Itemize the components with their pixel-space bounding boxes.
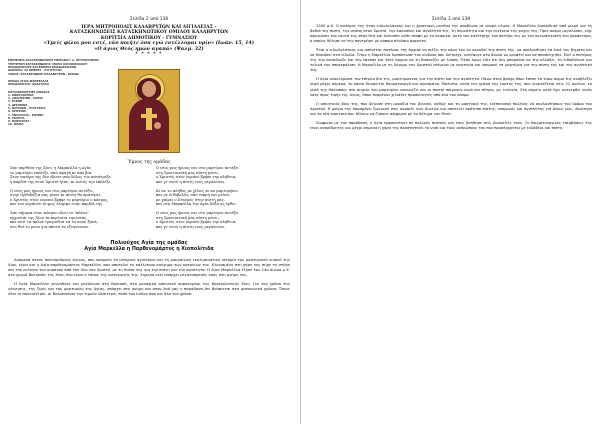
hymn-line: Ο νέος μας ήρωας ναι στο μαρτύριο αντέξει xyxy=(156,211,239,216)
header-line-3: ΚΟΡΙΤΣΙΑ ΔΗΜΟΤΙΚΟΥ - ΓΥΜΝΑΣΙΟΥ xyxy=(100,35,198,41)
hymn-stanza xyxy=(10,211,140,229)
hymn-line: Σαν παρθένα της Χίου, η Μαρκέλλα η Αγία, xyxy=(10,166,92,171)
header-quote-1: «Υμείς φίλοι μου εστέ, εάν ποιήτε όσα εγώ εντέλλομαι υμίν» (Ιωάν. 15, 14) xyxy=(43,40,255,47)
hymn-line: ο Χριστός στον ουρανό βρήκε την αλήθεια, xyxy=(156,175,237,180)
header-stars: * * * * * xyxy=(135,52,163,58)
hymn-line: και με λιθοβολίες σαν νεκρή ναι μείνει, xyxy=(156,193,231,198)
hymn-line: και γι' αυτό η πίστη τους μεγαλώνει. xyxy=(156,224,226,229)
cross-bar xyxy=(141,114,157,118)
info-line: ΟΜΑΔΑ ΑΓΙΑΣ ΜΑΡΚΕΛΛΑΣ xyxy=(8,79,49,83)
hymn-title: Ύμνος της ομάδας xyxy=(127,160,171,166)
info-line: 2. ΑΙΚΑΤΕΡΙΝΗ - ΜΑΡΙΑ xyxy=(8,97,43,101)
section-title xyxy=(4,240,294,252)
hymn-line: και του ουρανού το φως έλαμψε στην καρδιά της. xyxy=(10,202,104,207)
hymn-line: έρχονται της Χίου τα κορίτσια τιμώντας, xyxy=(10,215,88,220)
info-line: ΟΜΑΔΑΡΧΙΣΣΕΣ ΚΑΙ ΒΟΗΘΟΙ ΟΜΑΔΑΡΧΙΣΣΩΝ xyxy=(8,66,77,70)
info-line: 1. ΚΩΝΣΤΑΝΤΙΝΑ xyxy=(8,93,34,97)
hymn-line: στην Ορθοδοξία μας μένει κι πίστη θα κρατήσει, xyxy=(10,193,102,198)
hymn-line: Στον πατέρα της δεν έδωσε σαν δόλος τον κατάτρεξε, xyxy=(10,175,112,180)
hymn-line: και γι' αυτό η πίστη τους μεγαλώνει. xyxy=(156,179,226,184)
header-line-2: ΚΑΤΑΣΚΗΝΩΣΕΙΣ ΚΑΤΑΣΚΗΝΩΤΙΚΟΥ ΟΜΙΛΟΥ ΚΑΛΑΒΡΥΤΩΝ xyxy=(69,30,229,36)
info-line: 6. ΧΡΙΣΤΙΝΑ xyxy=(8,110,26,114)
hymn-stanza xyxy=(156,189,286,207)
cross-icon xyxy=(146,108,152,130)
verses-left-column xyxy=(10,166,140,234)
paragraph: Ανάμεσα στους πολυάριθμους Αγίους, που κοσμούν το ιστορικό αγιολόγιο και τη μακραίωνη εκκλησιαστική ιστορία του μαρτυρικού νησιού της Χίου, είναι και η Αγία παρθενομάρτυς Μαρκέλλα, που αποτελεί το καλλίτερο καύχημα των κατοίκων της. Κλονισμένη στη χάρη της πήρε τη στέψη και την ευλογία του ουρανού από τον ίδιο τον Χριστό, με τη θυσία της για την πίστη και την αγνότητα. Η Αγία Μαρκέλλα έζησε τον 14ο αιώνα μ.Χ. στο χωριό Βολισσός της Χίου, που είναι ο τόπος της καταγωγής της. Σήμερα εκεί υπάρχει μεγαλοπρεπής ναός στη μνήμη της. xyxy=(8,257,290,278)
info-line: ΤΟΠΟΣ: ΚΑΤΑΣΚΗΝΩΣΗ ΚΑΛΑΒΡΥΤΩΝ - ΟΜΑΔΑ xyxy=(8,72,80,76)
info-line: 3. ΕΛΕΝΗ xyxy=(8,100,23,104)
paragraph: Ο ασκητικός βίος της, που διήνυσε στη μοναξιά του βουνού, καθώς και το μαρτύριό της, ενέπνευσαν πολλούς να ακολουθήσουν τον δρόμο του Χριστού. Η μνήμη της παραμένει ζωντανή στις καρδιές των Χιωτών και αποτελεί πρότυπο πίστης, υπομονής και αγνότητας για όλους μας, ιδιαίτερα για τα νέα κορίτσια που θέλουν να ζήσουν σύμφωνα με το θέλημα του Θεού. xyxy=(310,101,592,116)
hymn-line: και αντί τα παλιά τραγούδια να τα πουν ξανά, xyxy=(10,220,98,225)
hymn-line: Κι αν το πλήθος με χίλιες κι αν μαρτυρήσει xyxy=(156,188,238,193)
hymn-stanza xyxy=(10,189,140,207)
section-subheading: Αγία Μαρκέλλα η Παρθενομάρτυς η Χιοπολίτιδα xyxy=(84,246,214,252)
hymn-line: η καρδιά της στον Χριστό ήταν, κι Αυτός την επέλεξε. xyxy=(10,179,112,184)
paragraph: Η Αγία Μαρκέλλα γεννήθηκε και μεγάλωσε στη Βολισσό, στο μοναχικό ασκητικό κεφαλοχώρι της βορειοδυτικής Χίου. Για τον χρόνο της γέννησης, της ζωής και του μαρτυρίου της Αγίας, υπάρχει στη μνήμη και στον λαό μας η παράδοση ότι βρίσκεται στα μεσαιωνικά χρόνια. Όπως λένε οι παλαιότεροι, οι Βολισσιανοί την τιμούν ιδιαίτερα, τόσο τον Ιούλιο όσο και όλο τον χρόνο. xyxy=(8,282,290,297)
left-prose xyxy=(4,258,294,298)
hymn-verses xyxy=(4,166,294,232)
info-line: ΥΠΕΥΘΥΝΗ ΚΑΤΑΣΚΗΝΩΣΗΣ: ΜΑΡΙΑ ΚΑΡΑΝΙΚΟΛΑΟΥ xyxy=(8,62,88,66)
info-line: ΔΙΑΡΚΕΙΑ: 10 ΗΜΕΡΕΣ - ΑΥΓΟΥΣΤΟΣ xyxy=(8,69,62,73)
left-page xyxy=(4,4,294,420)
paragraph: Σύμφωνα με την παράδοση, η Αγία εμφανίστηκε σε πολλούς πιστούς και τους βοήθησε στις δυσκολίες τους. Οι θαυματουργικές επεμβάσεις της είναι αναρίθμητες και μέχρι σήμερα η χάρη της προστατεύει το νησί και τους ανθρώπους του που προσέρχονται με ευλάβεια και πίστη. xyxy=(310,120,592,130)
page-number: Σελίδα 2 από 138 xyxy=(129,16,169,21)
hymn-line: ο Χριστός στον ουρανό βρήκε την αλήθεια, xyxy=(156,220,237,225)
hymn-line: στη Χριστιανική μας πίστη μένει, xyxy=(156,170,220,175)
hymn-stanza xyxy=(156,166,286,184)
page-divider xyxy=(300,0,301,424)
hymn-line: το μαρτύριο επέλεξε, από σφαγή κι από βία. xyxy=(10,170,93,175)
header-line-1: ΙΕΡΑ ΜΗΤΡΟΠΟΛΙΣ ΚΑΛΑΒΡΥΤΩΝ ΚΑΙ ΑΙΓΙΑΛΕΙΑΣ – xyxy=(81,25,217,30)
page-number: Σελίδα 3 από 138 xyxy=(431,16,471,21)
camp-info-list xyxy=(8,59,104,126)
info-line: 7. ΑΝΑΣΤΑΣΙΑ - ΕΙΡΗΝΗ xyxy=(8,113,44,117)
hymn-line: ο Χριστός στον ουρανό βρήκε το μαρτύριο ο κόσμος, xyxy=(10,197,109,202)
right-prose xyxy=(306,24,596,131)
saint-icon xyxy=(118,69,180,153)
header-quote-2: «Ο άγιος Θεός ημών αγαπά» (Ψαλμ. 32) xyxy=(94,45,204,52)
hymn-line: και στη Μαρκέλλα την Αγία δόξα ας έρθει. xyxy=(156,202,237,207)
hymn-line: Σαν σήμερα στου κόσμου όλου το "πάλαι" xyxy=(10,211,89,216)
paragraph: Έτσι ο ειδωλολάτρης και ασύνετος πατέρας της άρχισε να πιέζει την κόρη του να αρνηθεί την πίστη της, να ακολουθήσει τα δικά του βήματα και να θυσιάσει στα είδωλα. Όταν η Μαρκέλλα διαπίστωσε τον κίνδυνο που διέτρεχε, κατέφυγε στο βουνό να κρυφτεί και να προσευχηθεί. Εκεί ο πατέρας της την καταδίωξε και την έφτασε και τότε άρχισε να τη βασανίζει με λύσσα. Όταν όμως είδε ότι δεν μπορούσε να την αλλάξει, τη λιθοβόλησε και τελικά την αποκεφάλισε. Η Μαρκέλλα με τη δύναμη του Χριστού υπέμεινε με καρτερία και υπομονή τα μαρτύρια για την πίστη της και την αγνότητά της. xyxy=(310,48,592,73)
hymn-line: Ο νέος μας ήρωας ναι στο μαρτύριο αντέξει, xyxy=(10,188,94,193)
section-heading: Πολιούχος Αγία της ομάδας xyxy=(110,240,188,247)
hymn-line: Ο νέος μας ήρωας ναι στο μαρτύριο αντέξει xyxy=(156,166,239,171)
paragraph: Η Αγία ολοκλήρωσε τον επίγειο βίο της, μαρτυρώντας για την πίστη και την αγνότητα. Πάνω στον βράχο όπου έπεσε το τίμιο σώμα της αναβλύζει νερό μέχρι σήμερα, το οποίο θεωρείται θαυματουργό και αγιασμένο. Μάλιστα, κατά την ημέρα της εορτής της, που γιορτάζεται στις 22 Ιουλίου, το νερό της θάλασσας στο σημείο του μαρτυρίου κοκκινίζει και οι πιστοί παίρνουν νερό και πέτρες ως ευλογία. Στο σημείο αυτό έχει ανεγερθεί ιερός ναός προς τιμήν της Αγίας, όπου συρρέουν χιλιάδες προσκυνητές από όλο τον κόσμο. xyxy=(310,77,592,97)
info-line: 5. ΒΑΣΙΛΙΚΗ - ΕΥΑΓΓΕΛΙΑ xyxy=(8,107,46,110)
hymn-line: με χαίρει ο Σταυρός στην πίστη μας, xyxy=(156,197,225,202)
info-section xyxy=(4,59,294,159)
info-line: 4. ΔΕΣΠΟΙΝΑ xyxy=(8,103,28,107)
info-line: 10. ΜΑΡΙΑ xyxy=(8,123,24,127)
hymn-stanza xyxy=(10,166,140,184)
paragraph: 1500 μ.Χ. Ο πατέρας της ήταν ειδωλολάτρης και η χριστιανή μητέρα της αποβίωσε σε νεαρή ηλικία. Η Μαρκέλλα διακρίθηκε από μικρή για τη βαθιά της πίστη, την αγάπη στον Χριστό, την καλοσύνη και αγνότητά της, τη σεμνότητα και την ευγένεια της ψυχής της. Πριν ακόμη μεγαλώσει, είχε αφιερώσει τον εαυτό της στον Θεό και διέκοπτε κάθε επαφή με τα κοσμικά. Αυτό τον κατέτρεχε τον πατέρα της με τον αγνωστικιστή του χαρακτήρα, ο οποίος θέλησε να την παντρέψει με κάποιο πλούσιο άρχοντα. xyxy=(310,24,592,44)
info-line: ΟΜΑΔΑΡΧΙΣΣΑ: ΑΝΑΣΤΑΣΙΑ xyxy=(8,83,50,87)
info-line: 9. ΠΑΝΑΓΙΩΤΑ xyxy=(8,120,30,124)
info-line: ΕΠΙΜΕΛΕΙΑ ΚΑΤΑΣΚΗΝΩΤΙΚΗΣ ΠΕΡΙΟΔΟΥ: π. ΧΡΥΣΟΣΤΟΜΟΣ xyxy=(8,59,99,63)
hymn-line: στη Χριστιανική μας πίστη μένει, xyxy=(156,215,220,220)
hymn-line: στο θεό το μόνο για πάντα τα εξυψώσουν. xyxy=(10,224,90,229)
info-line: 8. ΓΕΩΡΓΙΑ xyxy=(8,116,25,120)
hymn-stanza xyxy=(156,211,286,229)
right-page xyxy=(306,4,596,420)
info-line: ΚΑΤΑΣΚΗΝΩΤΡΙΕΣ ΟΜΑΔΑΣ: xyxy=(8,90,51,94)
verses-right-column xyxy=(156,166,286,234)
document-header xyxy=(4,25,294,57)
